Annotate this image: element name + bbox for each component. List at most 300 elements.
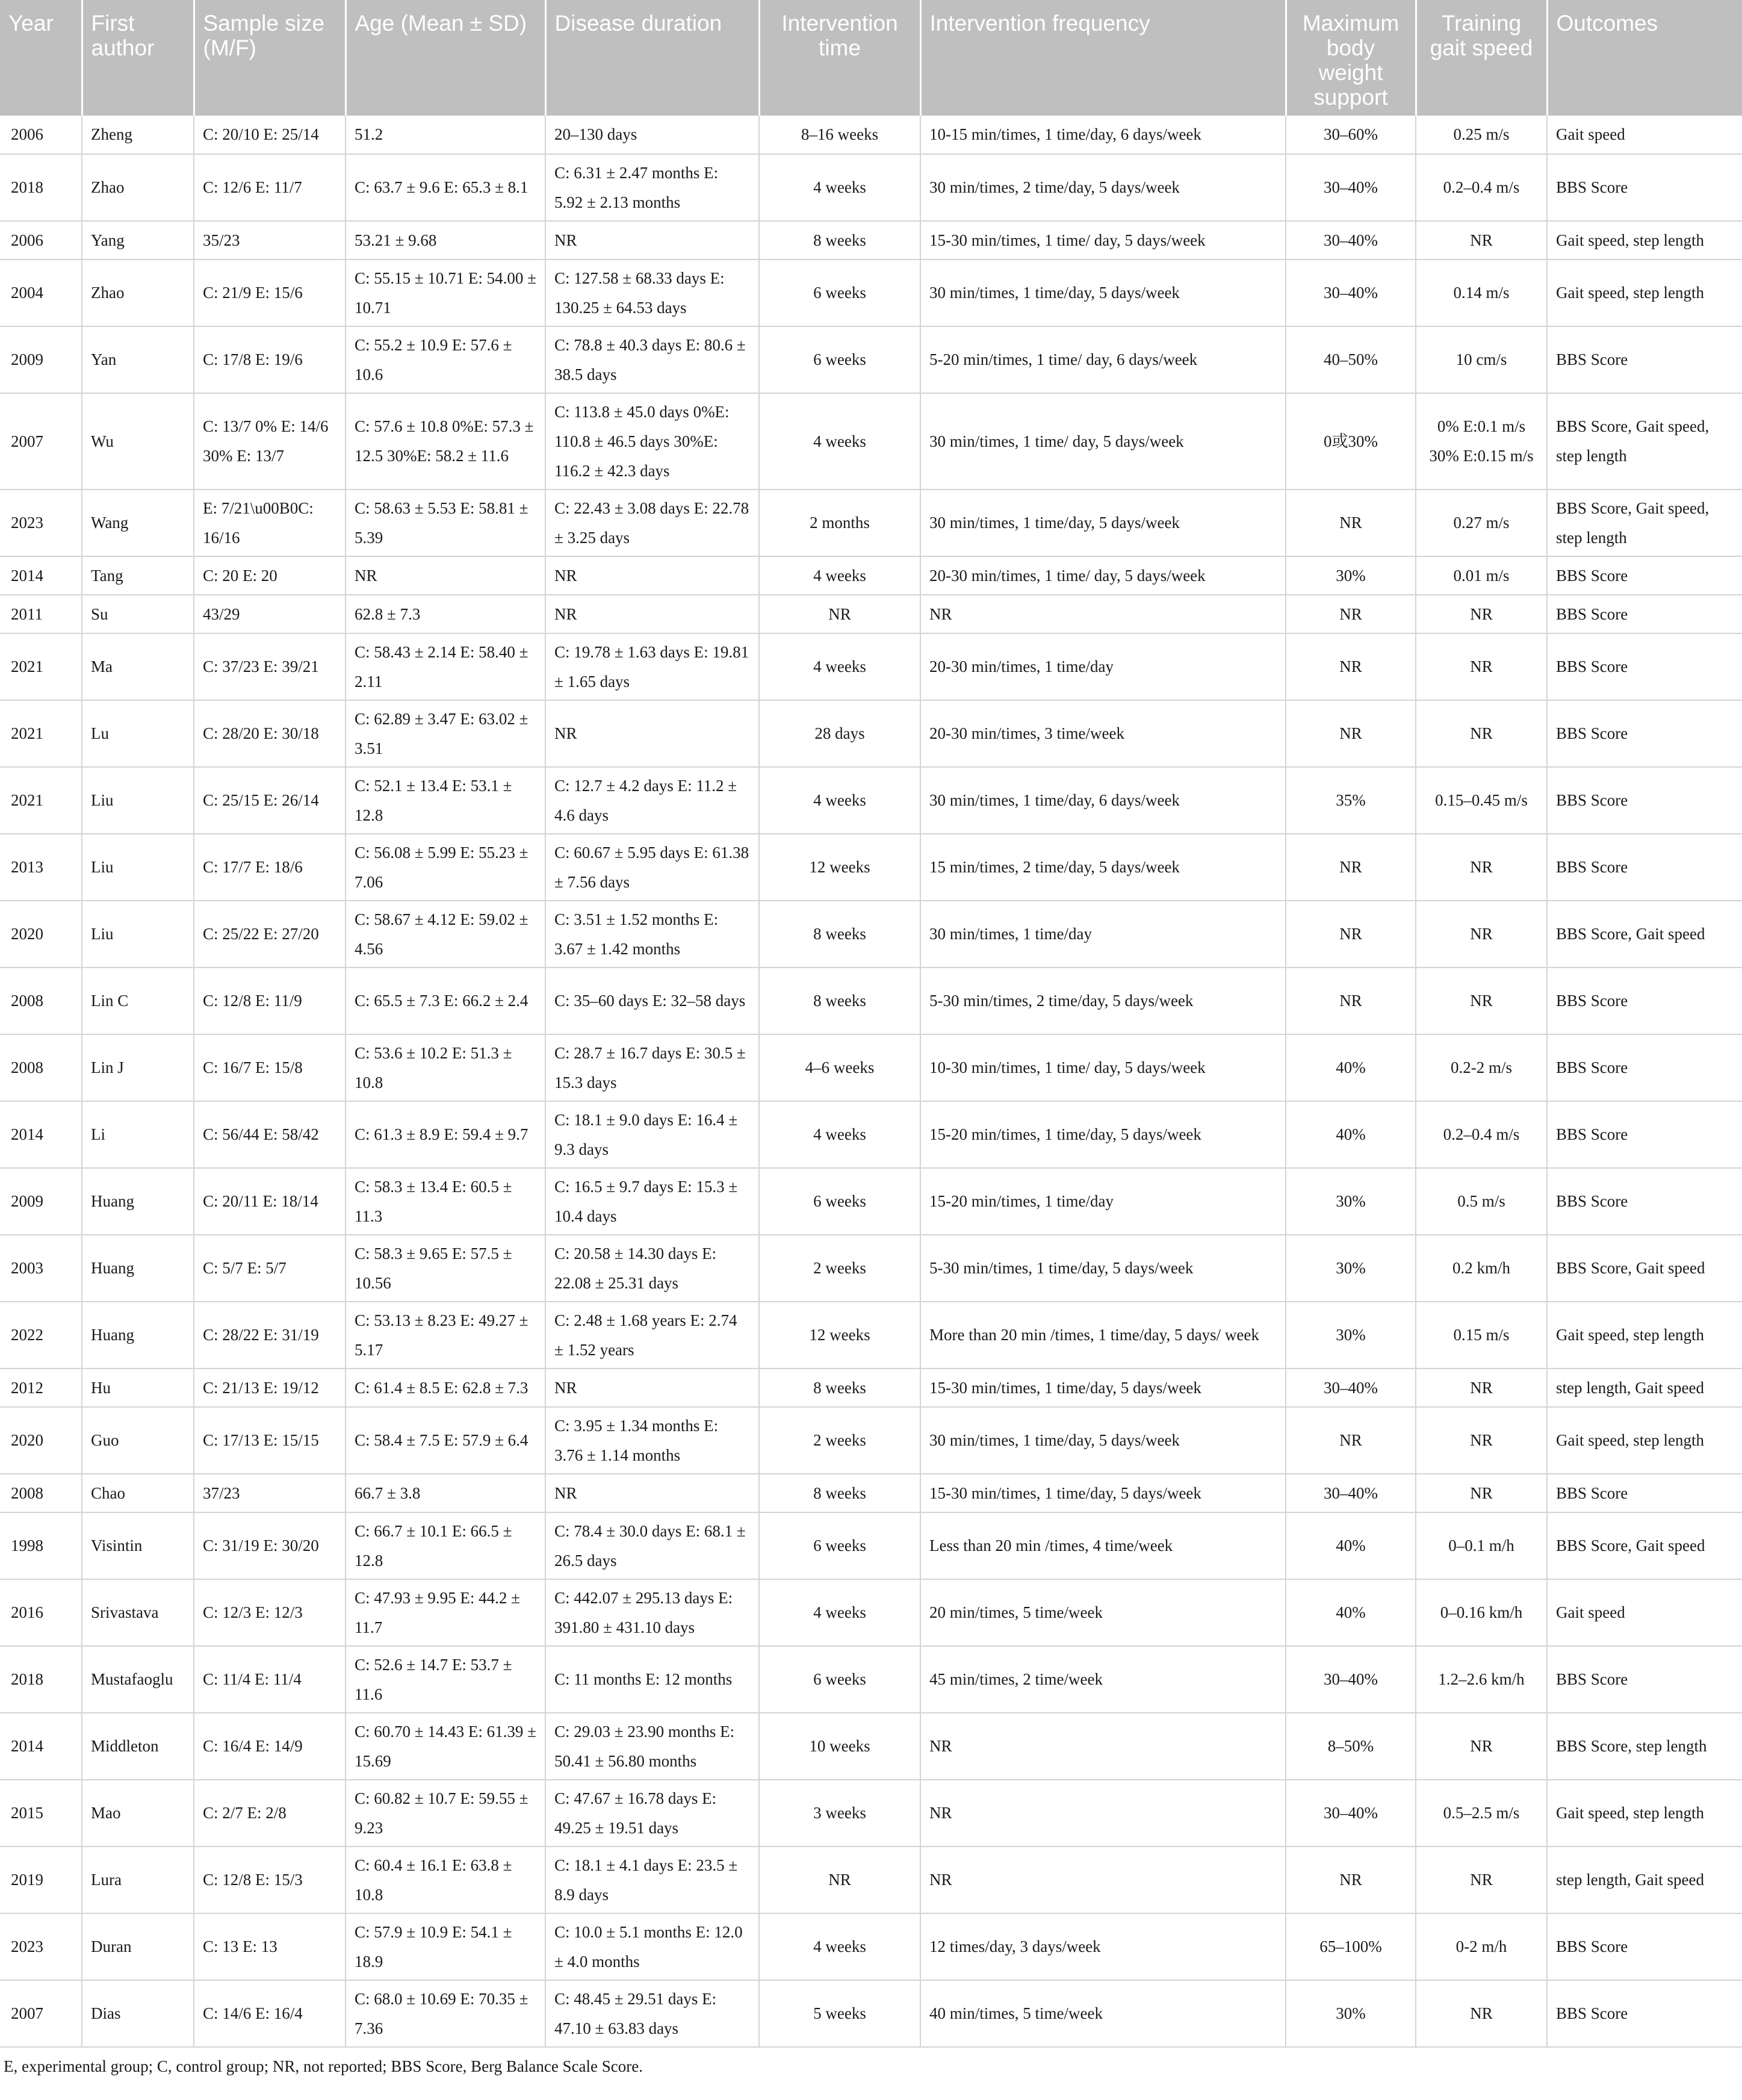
header-row (0, 0, 1742, 116)
table-cell: NR (1286, 1847, 1416, 1913)
table-cell: 30–40% (1286, 1646, 1416, 1713)
table-cell: C: 3.51 ± 1.52 months E: 3.67 ± 1.42 months (545, 901, 759, 968)
table-cell: 0.01 m/s (1416, 556, 1547, 595)
table-cell: NR (1416, 595, 1547, 633)
table-cell: Zhao (82, 154, 194, 221)
table-cell: step length, Gait speed (1547, 1847, 1742, 1913)
table-cell: C: 13/7 0% E: 14/6 30% E: 13/7 (194, 393, 346, 489)
table-cell: 40% (1286, 1034, 1416, 1101)
table-cell: Huang (82, 1168, 194, 1235)
table-cell: C: 127.58 ± 68.33 days E: 130.25 ± 64.53 days (545, 259, 759, 326)
table-row (0, 154, 1742, 221)
table-row (0, 1407, 1742, 1474)
column-header: Sample size (M/F) (194, 0, 346, 116)
table-cell: Hu (82, 1368, 194, 1407)
table-row (0, 1847, 1742, 1913)
table-cell: 30 min/times, 1 time/day, 5 days/week (920, 259, 1286, 326)
table-cell: C: 58.63 ± 5.53 E: 58.81 ± 5.39 (346, 489, 545, 556)
table-cell: 20–130 days (545, 116, 759, 154)
table-cell: 2 weeks (759, 1235, 920, 1302)
table-cell: 2012 (0, 1368, 82, 1407)
table-cell: BBS Score (1547, 1101, 1742, 1168)
table-cell: 4 weeks (759, 1913, 920, 1980)
table-row (0, 1512, 1742, 1579)
table-cell: 30–40% (1286, 154, 1416, 221)
table-cell: NR (1416, 633, 1547, 700)
table-cell: Gait speed, step length (1547, 259, 1742, 326)
table-cell: BBS Score, step length (1547, 1713, 1742, 1780)
table-row (0, 1913, 1742, 1980)
table-cell: C: 52.6 ± 14.7 E: 53.7 ± 11.6 (346, 1646, 545, 1713)
table-cell: BBS Score (1547, 767, 1742, 834)
table-cell: Zheng (82, 116, 194, 154)
table-cell: 30–40% (1286, 221, 1416, 259)
table-cell: NR (545, 595, 759, 633)
table-cell: 4 weeks (759, 1579, 920, 1646)
table-cell: 0.27 m/s (1416, 489, 1547, 556)
table-cell: 15-20 min/times, 1 time/day, 5 days/week (920, 1101, 1286, 1168)
table-cell: 2 months (759, 489, 920, 556)
table-cell: 2003 (0, 1235, 82, 1302)
table-cell: 8 weeks (759, 1368, 920, 1407)
table-row (0, 1302, 1742, 1368)
table-cell: C: 6.31 ± 2.47 months E: 5.92 ± 2.13 months (545, 154, 759, 221)
table-cell: 0.15 m/s (1416, 1302, 1547, 1368)
table-header (0, 0, 1742, 116)
table-cell: BBS Score (1547, 1646, 1742, 1713)
table-cell: 10-30 min/times, 1 time/ day, 5 days/week (920, 1034, 1286, 1101)
table-cell: C: 58.4 ± 7.5 E: 57.9 ± 6.4 (346, 1407, 545, 1474)
table-cell: Dias (82, 1980, 194, 2047)
table-cell: 0% E:0.1 m/s 30% E:0.15 m/s (1416, 393, 1547, 489)
table-cell: 0.2 km/h (1416, 1235, 1547, 1302)
table-cell: 4 weeks (759, 1101, 920, 1168)
table-cell: 2009 (0, 1168, 82, 1235)
table-cell: 2011 (0, 595, 82, 633)
table-cell: NR (1286, 1407, 1416, 1474)
table-cell: 0.5–2.5 m/s (1416, 1780, 1547, 1847)
table-cell: 15-30 min/times, 1 time/day, 5 days/week (920, 1474, 1286, 1512)
table-cell: NR (545, 556, 759, 595)
table-cell: 62.8 ± 7.3 (346, 595, 545, 633)
table-cell: 8 weeks (759, 968, 920, 1034)
table-cell: 2016 (0, 1579, 82, 1646)
table-cell: 2014 (0, 1101, 82, 1168)
table-cell: C: 16/7 E: 15/8 (194, 1034, 346, 1101)
table-cell: C: 25/22 E: 27/20 (194, 901, 346, 968)
table-cell: C: 10.0 ± 5.1 months E: 12.0 ± 4.0 months (545, 1913, 759, 1980)
table-cell: 20-30 min/times, 3 time/week (920, 700, 1286, 767)
table-cell: 2007 (0, 393, 82, 489)
table-cell: Yang (82, 221, 194, 259)
table-cell: C: 56.08 ± 5.99 E: 55.23 ± 7.06 (346, 834, 545, 901)
table-cell: 4 weeks (759, 154, 920, 221)
table-cell: 6 weeks (759, 326, 920, 393)
table-cell: NR (920, 1780, 1286, 1847)
table-row (0, 595, 1742, 633)
table-cell: C: 12/3 E: 12/3 (194, 1579, 346, 1646)
table-row (0, 1780, 1742, 1847)
table-cell: C: 12/6 E: 11/7 (194, 154, 346, 221)
table-row (0, 633, 1742, 700)
column-header: Intervention frequency (920, 0, 1286, 116)
table-cell: NR (346, 556, 545, 595)
table-cell: Gait speed, step length (1547, 1780, 1742, 1847)
table-cell: 2014 (0, 556, 82, 595)
table-cell: Lin C (82, 968, 194, 1034)
table-cell: Zhao (82, 259, 194, 326)
table-row (0, 1235, 1742, 1302)
table-row (0, 1646, 1742, 1713)
table-cell: 30 min/times, 2 time/day, 5 days/week (920, 154, 1286, 221)
table-cell: NR (920, 1847, 1286, 1913)
table-cell: 2008 (0, 968, 82, 1034)
table-cell: C: 62.89 ± 3.47 E: 63.02 ± 3.51 (346, 700, 545, 767)
table-cell: C: 60.4 ± 16.1 E: 63.8 ± 10.8 (346, 1847, 545, 1913)
table-cell: 2020 (0, 901, 82, 968)
table-cell: 1.2–2.6 km/h (1416, 1646, 1547, 1713)
table-row (0, 556, 1742, 595)
table-cell: 20-30 min/times, 1 time/day (920, 633, 1286, 700)
table-cell: NR (545, 1368, 759, 1407)
table-row (0, 1034, 1742, 1101)
table-cell: NR (1286, 901, 1416, 968)
table-cell: Gait speed, step length (1547, 221, 1742, 259)
table-cell: C: 11/4 E: 11/4 (194, 1646, 346, 1713)
table-cell: 40% (1286, 1101, 1416, 1168)
table-cell: Ma (82, 633, 194, 700)
table-row (0, 700, 1742, 767)
table-cell: 2008 (0, 1034, 82, 1101)
table-cell: Huang (82, 1235, 194, 1302)
table-cell: 4–6 weeks (759, 1034, 920, 1101)
table-cell: 65–100% (1286, 1913, 1416, 1980)
table-cell: BBS Score (1547, 154, 1742, 221)
table-cell: NR (1286, 834, 1416, 901)
table-cell: C: 12/8 E: 15/3 (194, 1847, 346, 1913)
table-cell: 2006 (0, 116, 82, 154)
table-cell: 10 weeks (759, 1713, 920, 1780)
table-cell: C: 63.7 ± 9.6 E: 65.3 ± 8.1 (346, 154, 545, 221)
table-cell: 6 weeks (759, 1646, 920, 1713)
table-cell: 2013 (0, 834, 82, 901)
table-cell: C: 58.67 ± 4.12 E: 59.02 ± 4.56 (346, 901, 545, 968)
column-header: Training gait speed (1416, 0, 1547, 116)
column-header: Outcomes (1547, 0, 1742, 116)
table-cell: 28 days (759, 700, 920, 767)
table-row (0, 901, 1742, 968)
table-cell: NR (1416, 1847, 1547, 1913)
column-header: Age (Mean ± SD) (346, 0, 545, 116)
table-cell: NR (1286, 633, 1416, 700)
table-cell: NR (545, 221, 759, 259)
table-cell: NR (759, 1847, 920, 1913)
table-cell: C: 58.3 ± 9.65 E: 57.5 ± 10.56 (346, 1235, 545, 1302)
table-cell: 10-15 min/times, 1 time/day, 6 days/week (920, 116, 1286, 154)
table-cell: 40% (1286, 1512, 1416, 1579)
table-cell: C: 28/20 E: 30/18 (194, 700, 346, 767)
table-cell: NR (1286, 700, 1416, 767)
table-cell: 0.15–0.45 m/s (1416, 767, 1547, 834)
table-cell: 1998 (0, 1512, 82, 1579)
table-cell: C: 78.8 ± 40.3 days E: 80.6 ± 38.5 days (545, 326, 759, 393)
table-cell: BBS Score (1547, 326, 1742, 393)
column-header: Year (0, 0, 82, 116)
table-body (0, 116, 1742, 2047)
table-cell: 8 weeks (759, 221, 920, 259)
table-row (0, 259, 1742, 326)
table-cell: 53.21 ± 9.68 (346, 221, 545, 259)
table-cell: 15-30 min/times, 1 time/ day, 5 days/week (920, 221, 1286, 259)
table-row (0, 1168, 1742, 1235)
table-cell: C: 18.1 ± 4.1 days E: 23.5 ± 8.9 days (545, 1847, 759, 1913)
table-cell: C: 60.70 ± 14.43 E: 61.39 ± 15.69 (346, 1713, 545, 1780)
table-cell: BBS Score, Gait speed (1547, 901, 1742, 968)
table-cell: 45 min/times, 2 time/week (920, 1646, 1286, 1713)
table-cell: NR (920, 595, 1286, 633)
table-cell: C: 18.1 ± 9.0 days E: 16.4 ± 9.3 days (545, 1101, 759, 1168)
table-cell: 0.25 m/s (1416, 116, 1547, 154)
table-cell: BBS Score (1547, 968, 1742, 1034)
table-cell: C: 13 E: 13 (194, 1913, 346, 1980)
table-cell: step length, Gait speed (1547, 1368, 1742, 1407)
table-cell: C: 60.67 ± 5.95 days E: 61.38 ± 7.56 days (545, 834, 759, 901)
table-cell: NR (759, 595, 920, 633)
table-cell: C: 37/23 E: 39/21 (194, 633, 346, 700)
table-cell: C: 11 months E: 12 months (545, 1646, 759, 1713)
table-cell: 30–40% (1286, 1474, 1416, 1512)
table-cell: C: 16/4 E: 14/9 (194, 1713, 346, 1780)
table-cell: C: 57.9 ± 10.9 E: 54.1 ± 18.9 (346, 1913, 545, 1980)
table-row (0, 1713, 1742, 1780)
table-cell: C: 17/8 E: 19/6 (194, 326, 346, 393)
table-cell: 8–50% (1286, 1713, 1416, 1780)
table-cell: C: 55.15 ± 10.71 E: 54.00 ± 10.71 (346, 259, 545, 326)
table-cell: C: 31/19 E: 30/20 (194, 1512, 346, 1579)
table-cell: 40–50% (1286, 326, 1416, 393)
table-cell: 2020 (0, 1407, 82, 1474)
table-cell: Gait speed, step length (1547, 1407, 1742, 1474)
column-header: Disease duration (545, 0, 759, 116)
table-cell: 37/23 (194, 1474, 346, 1512)
table-cell: 2009 (0, 326, 82, 393)
table-cell: 20 min/times, 5 time/week (920, 1579, 1286, 1646)
table-cell: C: 17/13 E: 15/15 (194, 1407, 346, 1474)
table-cell: NR (1416, 1474, 1547, 1512)
table-cell: 8 weeks (759, 901, 920, 968)
table-cell: 30% (1286, 1302, 1416, 1368)
table-cell: 2007 (0, 1980, 82, 2047)
table-cell: 0–0.16 km/h (1416, 1579, 1547, 1646)
table-cell: E: 7/21\u00B0C: 16/16 (194, 489, 346, 556)
table-cell: C: 53.13 ± 8.23 E: 49.27 ± 5.17 (346, 1302, 545, 1368)
table-cell: C: 53.6 ± 10.2 E: 51.3 ± 10.8 (346, 1034, 545, 1101)
table-row (0, 393, 1742, 489)
table-cell: Visintin (82, 1512, 194, 1579)
table-cell: NR (1416, 901, 1547, 968)
table-cell: 2022 (0, 1302, 82, 1368)
table-cell: NR (920, 1713, 1286, 1780)
table-cell: 0.2–0.4 m/s (1416, 1101, 1547, 1168)
table-cell: Gait speed (1547, 116, 1742, 154)
table-cell: 0.5 m/s (1416, 1168, 1547, 1235)
table-cell: Mustafaoglu (82, 1646, 194, 1713)
table-cell: 30% (1286, 556, 1416, 595)
table-cell: 2019 (0, 1847, 82, 1913)
table-cell: NR (1416, 700, 1547, 767)
table-cell: 4 weeks (759, 556, 920, 595)
table-cell: 0.14 m/s (1416, 259, 1547, 326)
table-cell: 2021 (0, 633, 82, 700)
table-row (0, 767, 1742, 834)
table-cell: Middleton (82, 1713, 194, 1780)
table-cell: BBS Score (1547, 700, 1742, 767)
table-cell: 30% (1286, 1235, 1416, 1302)
table-cell: BBS Score (1547, 1913, 1742, 1980)
table-cell: 2004 (0, 259, 82, 326)
table-row (0, 1579, 1742, 1646)
table-cell: 8 weeks (759, 1474, 920, 1512)
table-cell: 4 weeks (759, 633, 920, 700)
table-cell: Wang (82, 489, 194, 556)
table-cell: 4 weeks (759, 393, 920, 489)
table-cell: NR (1416, 1980, 1547, 2047)
table-cell: Guo (82, 1407, 194, 1474)
table-cell: C: 14/6 E: 16/4 (194, 1980, 346, 2047)
table-cell: C: 56/44 E: 58/42 (194, 1101, 346, 1168)
table-cell: 6 weeks (759, 1512, 920, 1579)
table-cell: C: 21/13 E: 19/12 (194, 1368, 346, 1407)
table-cell: Gait speed (1547, 1579, 1742, 1646)
table-cell: Duran (82, 1913, 194, 1980)
table-cell: C: 58.3 ± 13.4 E: 60.5 ± 11.3 (346, 1168, 545, 1235)
table-cell: More than 20 min /times, 1 time/day, 5 days/ week (920, 1302, 1286, 1368)
table-cell: Wu (82, 393, 194, 489)
table-cell: 43/29 (194, 595, 346, 633)
table-cell: Gait speed, step length (1547, 1302, 1742, 1368)
table-cell: C: 35–60 days E: 32–58 days (545, 968, 759, 1034)
table-cell: C: 20/10 E: 25/14 (194, 116, 346, 154)
table-cell: C: 58.43 ± 2.14 E: 58.40 ± 2.11 (346, 633, 545, 700)
table-cell: Lura (82, 1847, 194, 1913)
table-cell: 5 weeks (759, 1980, 920, 2047)
table-cell: 30–40% (1286, 259, 1416, 326)
table-row (0, 221, 1742, 259)
table-cell: Mao (82, 1780, 194, 1847)
table-cell: NR (1416, 834, 1547, 901)
column-header: Intervention time (759, 0, 920, 116)
table-cell: 0或30% (1286, 393, 1416, 489)
table-cell: Lin J (82, 1034, 194, 1101)
table-cell: 15-20 min/times, 1 time/day (920, 1168, 1286, 1235)
table-cell: 40% (1286, 1579, 1416, 1646)
table-cell: 35% (1286, 767, 1416, 834)
table-cell: BBS Score (1547, 1168, 1742, 1235)
table-cell: 0–0.1 m/h (1416, 1512, 1547, 1579)
table-cell: 2023 (0, 489, 82, 556)
table-cell: Chao (82, 1474, 194, 1512)
table-cell: Tang (82, 556, 194, 595)
table-row (0, 489, 1742, 556)
table-cell: C: 19.78 ± 1.63 days E: 19.81 ± 1.65 days (545, 633, 759, 700)
table-cell: 15 min/times, 2 time/day, 5 days/week (920, 834, 1286, 901)
table-cell: C: 47.93 ± 9.95 E: 44.2 ± 11.7 (346, 1579, 545, 1646)
table-cell: 35/23 (194, 221, 346, 259)
table-cell: 15-30 min/times, 1 time/day, 5 days/week (920, 1368, 1286, 1407)
table-cell: C: 28.7 ± 16.7 days E: 30.5 ± 15.3 days (545, 1034, 759, 1101)
table-cell: 5-30 min/times, 2 time/day, 5 days/week (920, 968, 1286, 1034)
table-cell: 10 cm/s (1416, 326, 1547, 393)
table-cell: NR (1286, 489, 1416, 556)
table-cell: 12 weeks (759, 1302, 920, 1368)
table-cell: C: 29.03 ± 23.90 months E: 50.41 ± 56.80 months (545, 1713, 759, 1780)
table-cell: 30–60% (1286, 116, 1416, 154)
table-cell: Su (82, 595, 194, 633)
table-cell: BBS Score (1547, 1980, 1742, 2047)
table-cell: 2014 (0, 1713, 82, 1780)
table-cell: C: 65.5 ± 7.3 E: 66.2 ± 2.4 (346, 968, 545, 1034)
table-cell: BBS Score (1547, 595, 1742, 633)
table-cell: 4 weeks (759, 767, 920, 834)
table-cell: 6 weeks (759, 259, 920, 326)
table-cell: 2018 (0, 154, 82, 221)
table-cell: Li (82, 1101, 194, 1168)
table-cell: 30 min/times, 1 time/day, 6 days/week (920, 767, 1286, 834)
table-cell: 30 min/times, 1 time/day (920, 901, 1286, 968)
table-cell: 2021 (0, 700, 82, 767)
table-cell: Huang (82, 1302, 194, 1368)
table-cell: C: 57.6 ± 10.8 0%E: 57.3 ± 12.5 30%E: 58.2 ± 11.6 (346, 393, 545, 489)
table-cell: C: 3.95 ± 1.34 months E: 3.76 ± 1.14 months (545, 1407, 759, 1474)
table-cell: C: 22.43 ± 3.08 days E: 22.78 ± 3.25 days (545, 489, 759, 556)
table-cell: C: 20 E: 20 (194, 556, 346, 595)
table-cell: 2006 (0, 221, 82, 259)
table-cell: 6 weeks (759, 1168, 920, 1235)
column-header: First author (82, 0, 194, 116)
table-cell: Yan (82, 326, 194, 393)
table-cell: 30 min/times, 1 time/day, 5 days/week (920, 1407, 1286, 1474)
table-row (0, 834, 1742, 901)
table-cell: NR (1416, 1713, 1547, 1780)
table-row (0, 968, 1742, 1034)
table-cell: 8–16 weeks (759, 116, 920, 154)
table-cell: Less than 20 min /times, 4 time/week (920, 1512, 1286, 1579)
table-cell: Liu (82, 901, 194, 968)
table-cell: BBS Score, Gait speed, step length (1547, 393, 1742, 489)
table-cell: 40 min/times, 5 time/week (920, 1980, 1286, 2047)
table-row (0, 326, 1742, 393)
table-cell: BBS Score (1547, 556, 1742, 595)
table-cell: 12 weeks (759, 834, 920, 901)
table-row (0, 1474, 1742, 1512)
table-cell: C: 2/7 E: 2/8 (194, 1780, 346, 1847)
table-cell: NR (545, 1474, 759, 1512)
table-row (0, 1980, 1742, 2047)
table-cell: 2008 (0, 1474, 82, 1512)
table-row (0, 1368, 1742, 1407)
table-cell: C: 16.5 ± 9.7 days E: 15.3 ± 10.4 days (545, 1168, 759, 1235)
table-cell: NR (1416, 968, 1547, 1034)
table-cell: 30 min/times, 1 time/day, 5 days/week (920, 489, 1286, 556)
table-cell: C: 78.4 ± 30.0 days E: 68.1 ± 26.5 days (545, 1512, 759, 1579)
table-cell: 30 min/times, 1 time/ day, 5 days/week (920, 393, 1286, 489)
table-cell: 0.2-2 m/s (1416, 1034, 1547, 1101)
table-cell: C: 48.45 ± 29.51 days E: 47.10 ± 63.83 days (545, 1980, 759, 2047)
table-cell: 3 weeks (759, 1780, 920, 1847)
table-cell: BBS Score (1547, 633, 1742, 700)
table-cell: 0.2–0.4 m/s (1416, 154, 1547, 221)
table-cell: C: 5/7 E: 5/7 (194, 1235, 346, 1302)
